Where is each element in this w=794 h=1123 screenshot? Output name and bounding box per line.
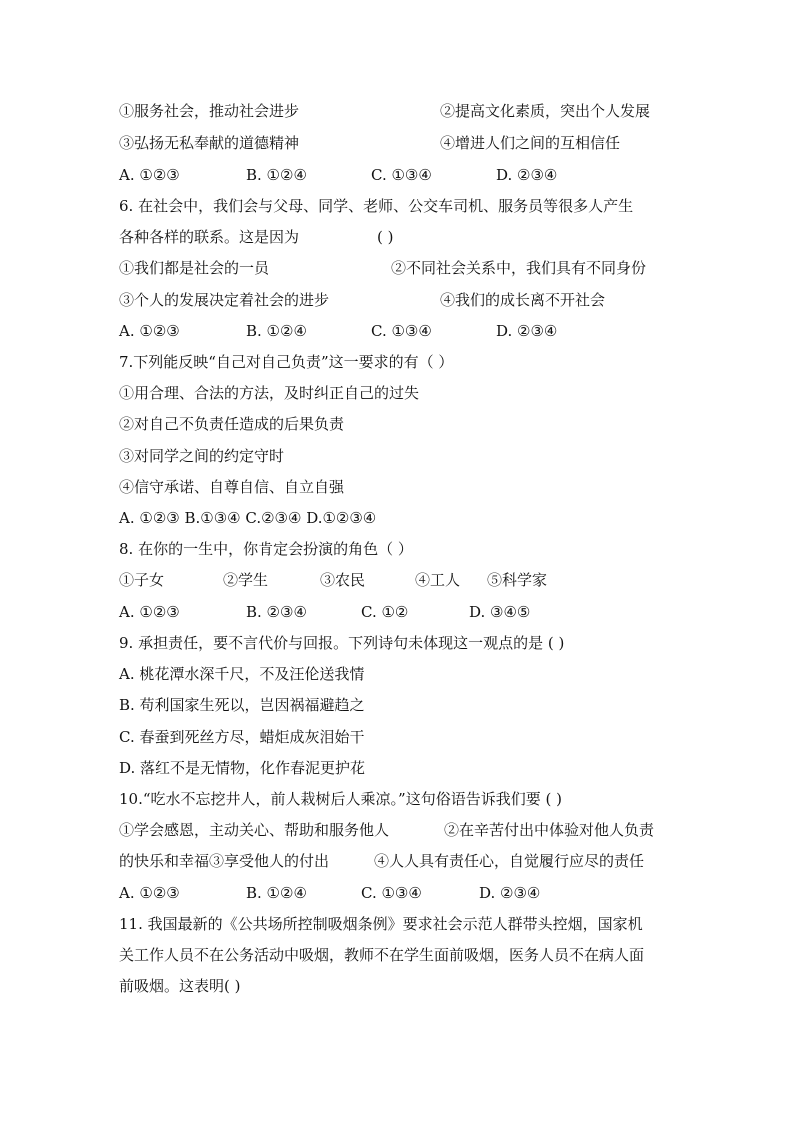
q10-option-1: ①学会感恩，主动关心、帮助和服务他人 <box>119 821 390 839</box>
q6-option-3: ③个人的发展决定着社会的进步 <box>119 291 330 309</box>
q6-stem-line-1: 6. 在社会中，我们会与父母、同学、老师、公交车司机、服务员等很多人产生 <box>119 197 634 215</box>
q10-stem: 10.“吃水不忘挖井人，前人栽树后人乘凉。”这句俗语告诉我们要 ( ) <box>119 790 562 808</box>
q7-option-1: ①用合理、合法的方法，及时纠正自己的过失 <box>119 384 420 402</box>
q6-stem-text: 各种各样的联系。这是因为 <box>119 228 300 246</box>
q8-stem: 8. 在你的一生中，你肯定会扮演的角色（ ） <box>119 540 413 558</box>
q10-choice-c: C. ①③④ <box>361 884 422 902</box>
q8-choice-d: D. ③④⑤ <box>469 603 531 621</box>
q11-stem-line-3: 前吸烟。这表明( ) <box>119 977 241 995</box>
q5-choice-c: C. ①③④ <box>371 166 432 184</box>
q6-choice-a: A. ①②③ <box>119 322 180 340</box>
q7-option-3: ③对同学之间的约定守时 <box>119 447 285 465</box>
q7-choices: A. ①②③ B.①③④ C.②③④ D.①②③④ <box>119 509 377 527</box>
q5-option-2: ②提高文化素质，突出个人发展 <box>440 102 651 120</box>
q6-option-1: ①我们都是社会的一员 <box>119 259 270 277</box>
q10-option-2: ②在辛苦付出中体验对他人负责 <box>444 821 655 839</box>
q10-choice-b: B. ①②④ <box>246 884 307 902</box>
q5-choice-a: A. ①②③ <box>119 166 180 184</box>
q9-choice-a: A. 桃花潭水深千尺，不及汪伦送我情 <box>119 665 365 683</box>
q10-option-4: ④人人具有责任心，自觉履行应尽的责任 <box>374 852 645 870</box>
q6-option-4: ④我们的成长离不开社会 <box>440 291 606 309</box>
q8-option-1: ①子女 <box>119 571 165 589</box>
q11-stem-line-1: 11. 我国最新的《公共场所控制吸烟条例》要求社会示范人群带头控烟，国家机 <box>119 915 643 933</box>
q6-choice-c: C. ①③④ <box>371 322 432 340</box>
q8-choice-b: B. ②③④ <box>246 603 307 621</box>
q5-option-4: ④增进人们之间的互相信任 <box>440 134 621 152</box>
q9-choice-c: C. 春蚕到死丝方尽，蜡炬成灰泪始干 <box>119 728 365 746</box>
q7-option-4: ④信守承诺、自尊自信、自立自强 <box>119 478 345 496</box>
q11-stem-line-2: 关工作人员不在公务活动中吸烟，教师不在学生面前吸烟，医务人员不在病人面 <box>119 946 645 964</box>
q5-option-3: ③弘扬无私奉献的道德精神 <box>119 134 300 152</box>
q8-choice-c: C. ①② <box>361 603 409 621</box>
q7-option-2: ②对自己不负责任造成的后果负责 <box>119 415 345 433</box>
q10-choice-d: D. ②③④ <box>479 884 541 902</box>
q5-option-1: ①服务社会，推动社会进步 <box>119 102 300 120</box>
q5-choice-d: D. ②③④ <box>496 166 558 184</box>
q9-choice-b: B. 苟利国家生死以，岂因祸福避趋之 <box>119 696 365 714</box>
q8-option-4: ④工人 <box>415 571 461 589</box>
q9-choice-d: D. 落红不是无情物，化作春泥更护花 <box>119 759 366 777</box>
q6-choice-d: D. ②③④ <box>496 322 558 340</box>
q10-option-2-cont-3: 的快乐和幸福③享受他人的付出 <box>119 852 330 870</box>
q6-choice-b: B. ①②④ <box>246 322 307 340</box>
q8-option-3: ③农民 <box>320 571 366 589</box>
q6-option-2: ②不同社会关系中，我们具有不同身份 <box>391 259 647 277</box>
q10-choice-a: A. ①②③ <box>119 884 180 902</box>
q8-choice-a: A. ①②③ <box>119 603 180 621</box>
q5-choice-b: B. ①②④ <box>246 166 307 184</box>
q6-answer-blank: ( ) <box>377 228 394 246</box>
q7-stem: 7.下列能反映“自己对自己负责”这一要求的有（ ） <box>119 353 454 371</box>
q9-stem: 9. 承担责任，要不言代价与回报。下列诗句未体现这一观点的是 ( ) <box>119 634 565 652</box>
q8-option-5: ⑤科学家 <box>487 571 548 589</box>
q8-option-2: ②学生 <box>223 571 269 589</box>
